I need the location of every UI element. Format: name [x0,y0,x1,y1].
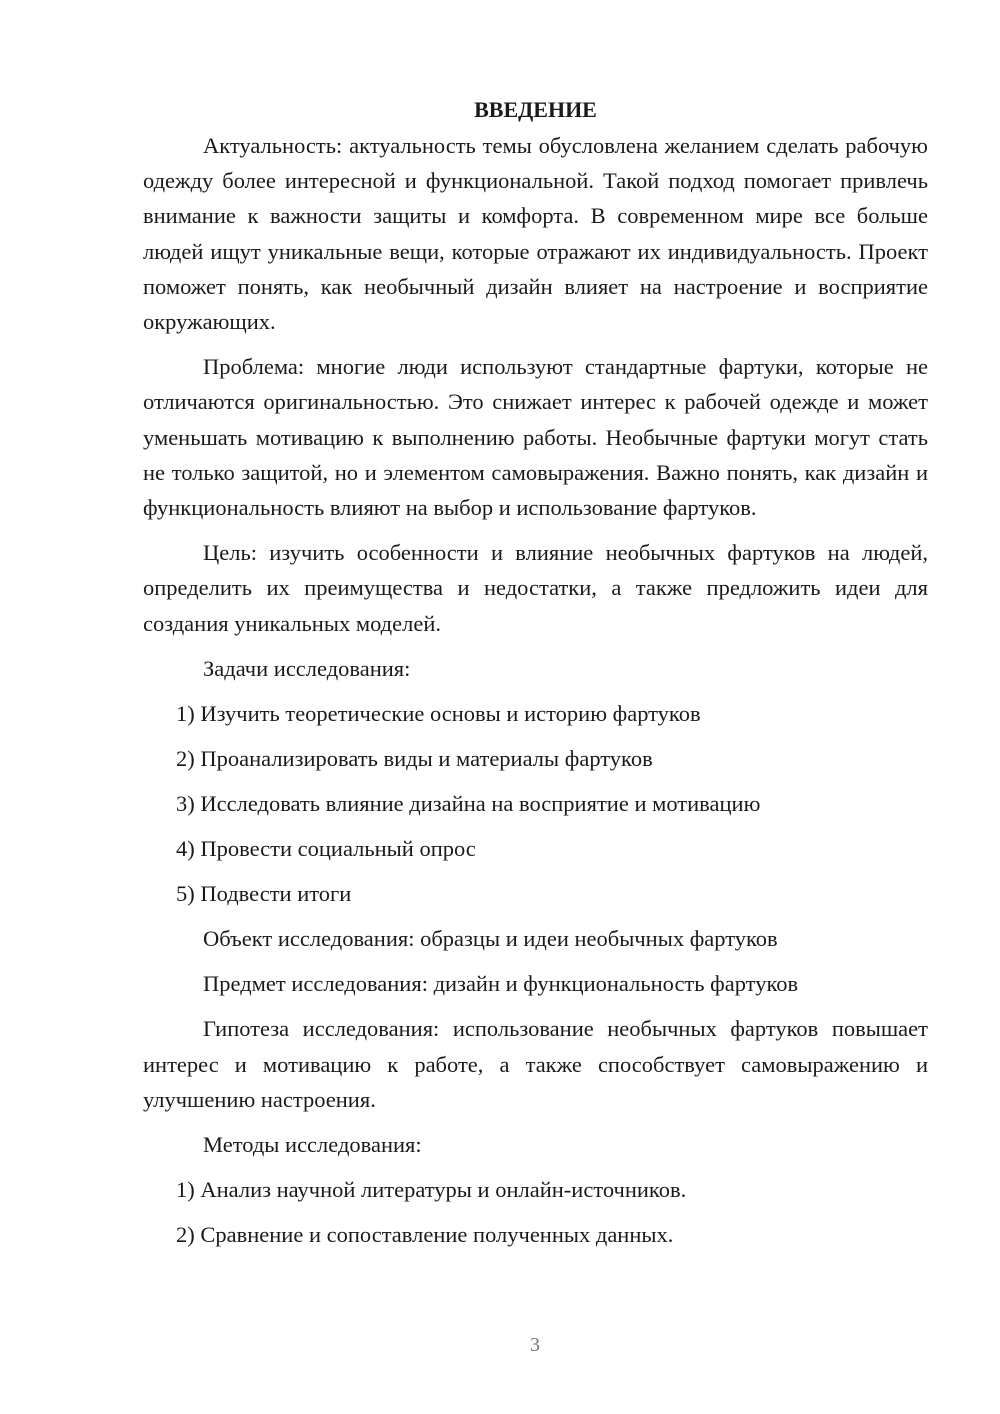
paragraph-problem: Проблема: многие люди используют стандартные фартуки, которые не отличаются оригинальностью. Это снижает интерес к рабочей одежде и может уменьшать мотивацию к выполнению работы. Необычные фартуки могут стать не только защитой, но и элементом самовыражения. Важно понять, как дизайн и функциональность влияют на выбор и использование фартуков. [143,354,928,521]
paragraph-goal: Цель: изучить особенности и влияние необычных фартуков на людей, определить их преимущества и недостатки, а также предложить идеи для создания уникальных моделей. [143,540,928,636]
list-item: 1) Изучить теоретические основы и историю фартуков [176,701,701,727]
tasks-heading: Задачи исследования: [203,655,411,681]
list-item: 2) Сравнение и сопоставление полученных данных. [176,1222,674,1248]
methods-heading: Методы исследования: [203,1132,422,1158]
paragraph-object: Объект исследования: образцы и идеи необычных фартуков [203,926,778,952]
tasks-list [143,696,928,911]
document-page [143,92,928,1262]
page-title: ВВЕДЕНИЕ [474,97,597,122]
page-number: 3 [530,1334,540,1356]
list-item: 4) Провести социальный опрос [176,836,476,862]
paragraph-hypothesis: Гипотеза исследования: использование необычных фартуков повышает интерес и мотивацию к работе, а также способствует самовыражению и улучшению настроения. [143,1016,928,1112]
list-item: 3) Исследовать влияние дизайна на восприятие и мотивацию [176,791,761,817]
list-item: 5) Подвести итоги [176,881,352,907]
list-item: 1) Анализ научной литературы и онлайн-источников. [176,1177,687,1203]
list-item: 2) Проанализировать виды и материалы фартуков [176,746,653,772]
paragraph-subject: Предмет исследования: дизайн и функциональность фартуков [203,971,799,997]
paragraph-relevance: Актуальность: актуальность темы обусловлена желанием сделать рабочую одежду более интересной и функциональной. Такой подход помогает привлечь внимание к важности защиты и комфорта. В современном мире все больше людей ищут уникальные вещи, которые отражают их индивидуальность. Проект поможет понять, как необычный дизайн влияет на настроение и восприятие окружающих. [143,133,928,335]
methods-list [143,1172,928,1252]
